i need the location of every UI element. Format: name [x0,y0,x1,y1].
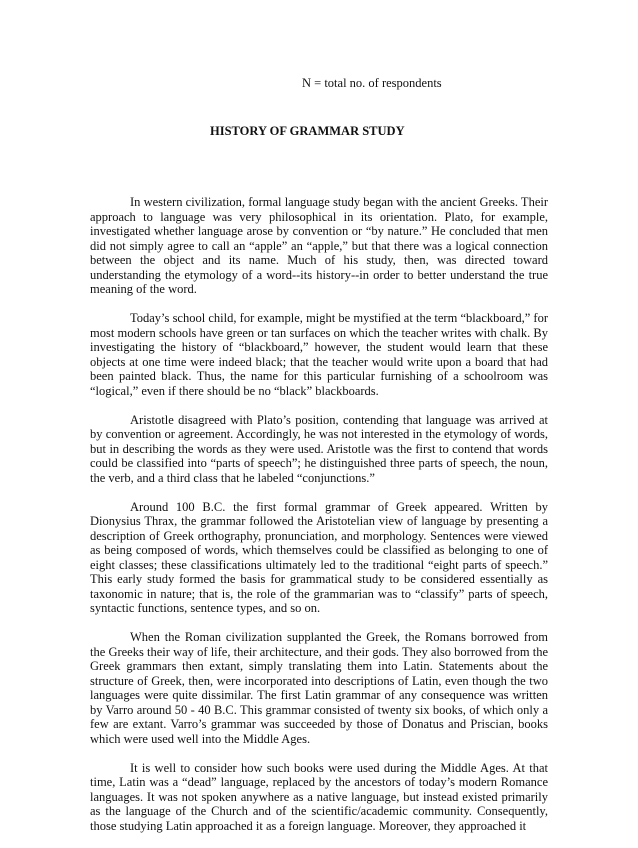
paragraph-greeks: In western civilization, formal language study began with the ancient Greeks. Their approach to language was very philosophical in its orientation. Plato, for example, investigated whether language arose by convention or “by nature.” He concluded that men did not simply agree to call an “apple” an “apple,” but that there was a logical connection between the object and its name. Much of his study, then, was directed toward understanding the etymology of a word--its history--in order to better understand the true meaning of the word. [90,195,548,296]
paragraph-dionysius-thrax: Around 100 B.C. the first formal grammar of Greek appeared. Written by Dionysius Thrax, the grammar followed the Aristotelian view of language by presenting a description of Greek orthography, pronunciation, and morphology. Sentences were viewed as being composed of words, which themselves could be classified as belonging to one of eight classes; these classifications ultimately led to the traditional “eight parts of speech.” This early study formed the basis for grammatical study to be considered essentially as taxonomic in nature; that is, the role of the grammarian was to “classify” parts of speech, syntactic functions, sentence types, and so on. [90,499,548,615]
paragraph-middle-ages: It is well to consider how such books were used during the Middle Ages. At that time, Latin was a “dead” language, replaced by the ancestors of today’s modern Romance languages. It was not spoken anywhere as a native language, but instead existed primarily as the language of the Church and of the scientific/academic community. Consequently, those studying Latin approached it as a foreign language. Moreover, they approached it [90,760,548,833]
section-title: HISTORY OF GRAMMAR STUDY [210,124,405,138]
body-text [90,195,548,848]
paragraph-blackboard: Today’s school child, for example, might be mystified at the term “blackboard,” for most modern schools have green or tan surfaces on which the teacher writes with chalk. By investigating the history of “blackboard,” however, the student would learn that these objects at one time were indeed black; that the teacher would write upon a board that had been painted black. Thus, the name for this particular furnishing of a schoolroom was “logical,” even if there should be no “black” blackboards. [90,311,548,398]
paragraph-aristotle: Aristotle disagreed with Plato’s position, contending that language was arrived at by convention or agreement. Accordingly, he was not interested in the etymology of words, but in describing the words as they were used. Aristotle was the first to contend that words could be classified into “parts of speech”; he distinguished three parts of speech, the noun, the verb, and a third class that he labeled “conjunctions.” [90,412,548,485]
paragraph-roman: When the Roman civilization supplanted the Greek, the Romans borrowed from the Greeks their way of life, their architecture, and their gods. They also borrowed from the Greek grammars then extant, simply translating them into Latin. Statements about the structure of Greek, then, were incorporated into descriptions of Latin, even though the two languages were quite dissimilar. The first Latin grammar of any consequence was written by Varro around 50 - 40 B.C. This grammar consisted of twenty six books, of which only a few are extant. Varro’s grammar was succeeded by those of Donatus and Priscian, books which were used well into the Middle Ages. [90,630,548,746]
respondents-note: N = total no. of respondents [302,76,442,90]
